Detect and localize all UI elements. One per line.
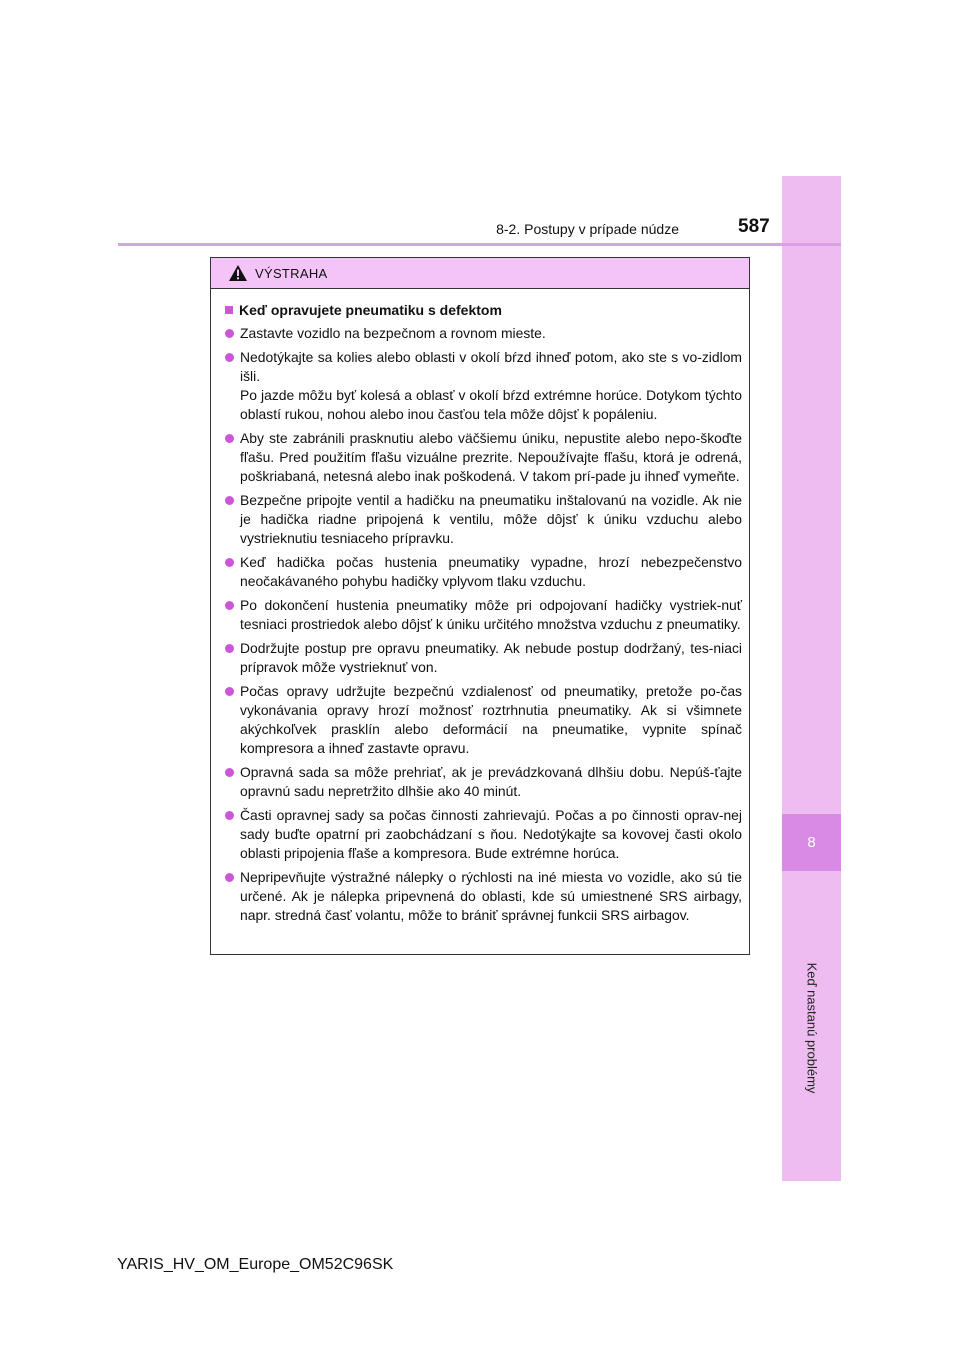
bullet-icon	[225, 811, 234, 820]
bullet-icon	[225, 558, 234, 567]
list-item	[225, 806, 742, 863]
bullet-icon	[225, 496, 234, 505]
bullet-icon	[225, 434, 234, 443]
list-item-text: Dodržujte postup pre opravu pneumatiky. Ak nebude postup dodržaný, tes-niaci prípravok môže vystrieknuť von.	[240, 640, 742, 675]
document-code: YARIS_HV_OM_Europe_OM52C96SK	[117, 1256, 394, 1273]
list-item-text: Keď hadička počas hustenia pneumatiky vypadne, hrozí nebezpečenstvo neočakávaného pohybu hadičky vplyvom tlaku vzduchu.	[240, 554, 742, 589]
list-item-text: Zastavte vozidlo na bezpečnom a rovnom mieste.	[240, 325, 546, 341]
list-item-text: Bezpečne pripojte ventil a hadičku na pneumatiku inštalovanú na vozidle. Ak nie je hadička riadne pripojená k ventilu, môže dôjsť k úniku vzduchu alebo vystrieknutiu tesniaceho prípravku.	[240, 492, 742, 546]
list-item-text: Aby ste zabránili prasknutiu alebo väčšiemu úniku, nepustite alebo nepo-škoďte fľašu. Pred použitím fľašu vizuálne prezrite. Nepoužívajte fľašu, ktorá je odrená, poškriabaná, netesná alebo inak poškodená. V takom prí-pade ju ihneď vymeňte.	[240, 430, 742, 484]
warning-triangle-icon	[229, 265, 247, 281]
page-number: 587	[738, 216, 770, 237]
list-item-text: Nedotýkajte sa kolies alebo oblasti v okolí bŕzd ihneď potom, ako ste s vo-zidlom išli. Po jazde môžu byť kolesá a oblasť v okolí bŕzd extrémne horúce. Dotykom týchto oblastí rukou, nohou alebo inou časťou tela môže dôjsť k popáleniu.	[240, 349, 742, 422]
list-item	[225, 868, 742, 925]
list-item	[225, 348, 742, 424]
list-item-text: Opravná sada sa môže prehriať, ak je prevádzkovaná dlhšiu dobu. Nepúš-ťajte opravnú sadu nepretržito dlhšie ako 40 minút.	[240, 764, 742, 799]
list-item	[225, 324, 742, 343]
bullet-icon	[225, 353, 234, 362]
warning-box	[210, 257, 750, 955]
warning-body	[211, 289, 749, 925]
bullet-icon	[225, 768, 234, 777]
warning-header	[211, 258, 749, 289]
bullet-icon	[225, 687, 234, 696]
list-item-text: Počas opravy udržujte bezpečnú vzdialenosť od pneumatiky, pretože po-čas vykonávania opravy hrozí možnosť roztrhnutia pneumatiky. Ak si všimnete akýchkoľvek prasklín alebo deformácií na pneumatike, vypnite spínač kompresora a ihneď zastavte opravu.	[240, 683, 742, 756]
bullet-icon	[225, 601, 234, 610]
warning-title: VÝSTRAHA	[255, 265, 328, 281]
list-item	[225, 763, 742, 801]
chapter-label: Keď nastanú problémy	[804, 962, 820, 1094]
list-item-text: Po dokončení hustenia pneumatiky môže pri odpojovaní hadičky vystriek-nuť tesniaci prostriedok alebo dôjsť k úniku určitého množstva vzduchu z pneumatiky.	[240, 597, 742, 632]
bullet-icon	[225, 873, 234, 882]
header-rule	[118, 243, 841, 246]
bullet-icon	[225, 644, 234, 653]
chapter-number: 8	[807, 834, 816, 851]
square-bullet-icon	[225, 306, 233, 314]
bullet-icon	[225, 329, 234, 338]
list-item-text: Nepripevňujte výstražné nálepky o rýchlosti na iné miesta vo vozidle, ako sú tie určené. Ak je nálepka pripevnená do oblasti, kde sú umiestnené SRS airbagy, napr. stredná časť volantu, môže to brániť správnej funkcii SRS airbagov.	[240, 869, 742, 923]
warning-heading-text: Keď opravujete pneumatiku s defektom	[239, 302, 502, 318]
list-item	[225, 639, 742, 677]
list-item	[225, 596, 742, 634]
section-title: 8-2. Postupy v prípade núdze	[496, 221, 679, 237]
list-item	[225, 429, 742, 486]
list-item	[225, 491, 742, 548]
list-item	[225, 682, 742, 758]
list-item	[225, 553, 742, 591]
list-item-text: Časti opravnej sady sa počas činnosti zahrievajú. Počas a po činnosti oprav-nej sady buďte opatrní pri zaobchádzaní s ňou. Nedotýkajte sa kovovej časti okolo oblasti pripojenia fľaše a kompresora. Bude extrémne horúca.	[240, 807, 742, 861]
warning-heading	[225, 301, 742, 320]
